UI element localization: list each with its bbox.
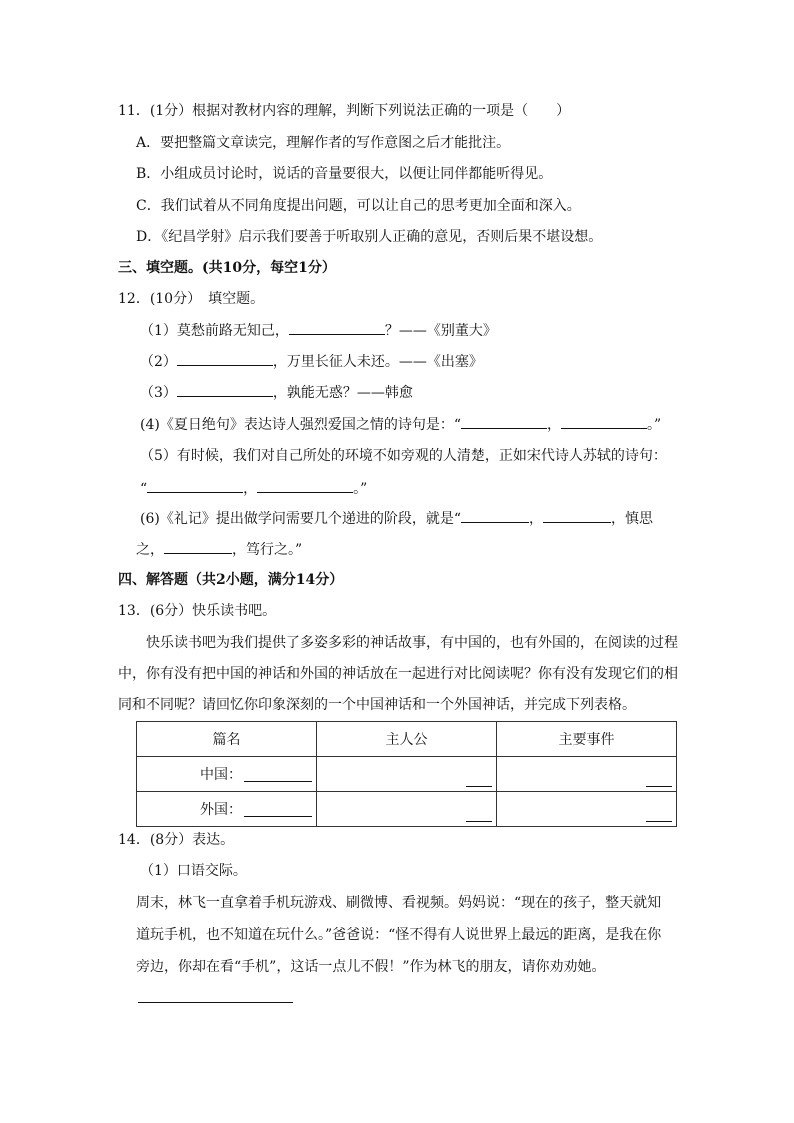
q13-para-line-1: 快乐读书吧为我们提供了多姿多彩的神话故事，有中国的，也有外国的，在阅读的过程 [146, 635, 678, 651]
q12-item-2 [140, 351, 483, 372]
q12-item-6-prefix: (6)《礼记》提出做学问需要几个递进的阶段，就是“ [140, 511, 461, 527]
q14-para-line-1: 周末，林飞一直拿着手机玩游戏、刷微博、看视频。妈妈说：“现在的孩子，整天就知 [136, 895, 662, 911]
table-header-row [137, 722, 677, 757]
q12-item-4-mid: ， [547, 417, 561, 433]
q12-item-3 [140, 382, 413, 403]
q14-para-line-3: 旁边，你却在看“手机”，这话一点儿不假！”作为林飞的朋友，请你劝劝她。 [136, 959, 606, 975]
q12-item-5-line-1: （5）有时候，我们对自己所处的环境不如旁观的人清楚，正如宋代诗人苏轼的诗句： [140, 448, 667, 464]
q12-item-1-blank[interactable] [289, 320, 385, 335]
q12-item-5-blank-2[interactable] [257, 478, 353, 493]
q13-para-line-2: 中，你有没有把中国的神话和外国的神话放在一起进行对比阅读呢？你有没有发现它们的相 [118, 666, 678, 682]
q12-item-5-prefix: “ [140, 481, 148, 497]
q11-stem: 11．(1分）根据对教材内容的理解，判断下列说法正确的一项是（ ） [118, 103, 571, 119]
row-label-foreign: 外国： [200, 802, 242, 818]
q12-item-6-line-2 [136, 539, 302, 560]
table-header-events: 主要事件 [497, 722, 677, 757]
q12-item-6-blank-2[interactable] [543, 508, 611, 523]
table-header-protagonist: 主人公 [317, 722, 497, 757]
q11-option-b: B．小组成员讨论时，说话的音量要很大，以便让同伴都能听得见。 [136, 166, 553, 182]
q12-item-4-blank-1[interactable] [461, 414, 547, 429]
q14-answer-line[interactable] [138, 1002, 293, 1003]
q12-item-2-blank[interactable] [177, 351, 273, 366]
q12-item-6-blank-1[interactable] [461, 508, 529, 523]
section-4-title: 四、解答题（共2小题，满分14分） [118, 572, 344, 588]
row-label-china: 中国： [200, 767, 242, 783]
foreign-protagonist-blank[interactable] [466, 807, 492, 822]
q12-item-3-blank[interactable] [177, 382, 273, 397]
q11-option-a: A．要把整篇文章读完，理解作者的写作意图之后才能批注。 [136, 135, 511, 151]
foreign-events-blank[interactable] [646, 807, 672, 822]
china-events-blank[interactable] [646, 772, 672, 787]
q12-item-4 [140, 414, 661, 435]
q12-item-6-mid: ， [529, 511, 543, 527]
table-header-title: 篇名 [137, 722, 317, 757]
q12-item-6-line2-prefix: 之， [136, 542, 164, 558]
china-protagonist-blank[interactable] [466, 772, 492, 787]
q12-stem: 12．(10分） 填空题。 [118, 291, 265, 307]
q12-item-4-suffix: 。” [647, 417, 662, 433]
q12-item-5-blank-1[interactable] [147, 478, 243, 493]
q12-item-1-suffix: ？——《别董大》 [384, 323, 497, 339]
q11-option-c: C．我们试着从不同角度提出问题，可以让自己的思考更加全面和深入。 [136, 198, 581, 214]
q12-item-4-blank-2[interactable] [561, 414, 647, 429]
q14-stem: 14．(8分）表达。 [118, 832, 235, 848]
section-3-title: 三、填空题。(共10分，每空1分） [118, 260, 336, 276]
q12-item-1 [140, 320, 497, 341]
table-cell-events-foreign[interactable] [497, 792, 677, 827]
q12-item-2-prefix: （2） [140, 354, 177, 370]
table-cell-title-foreign [137, 792, 317, 827]
q13-table [136, 721, 677, 827]
table-cell-protagonist-foreign[interactable] [317, 792, 497, 827]
q12-item-2-suffix: ，万里长征人未还。——《出塞》 [272, 354, 483, 370]
china-title-blank[interactable] [244, 767, 312, 782]
q12-item-6-line-1 [140, 508, 653, 529]
q12-item-5-mid: ， [243, 481, 258, 497]
q12-item-1-prefix: （1）莫愁前路无知己， [140, 323, 289, 339]
table-cell-events-china[interactable] [497, 757, 677, 792]
q12-item-5-suffix: 。” [353, 481, 368, 497]
q12-item-3-prefix: （3） [140, 385, 177, 401]
table-cell-title-china [137, 757, 317, 792]
q12-item-5-line-2 [140, 478, 367, 499]
q12-item-4-prefix: (4)《夏日绝句》表达诗人强烈爱国之情的诗句是：“ [140, 417, 461, 433]
q14-sub-1: （1）口语交际。 [140, 863, 247, 879]
q13-para-line-3: 同和不同呢？请回忆你印象深刻的一个中国神话和一个外国神话，并完成下列表格。 [118, 697, 636, 713]
q13-stem: 13．(6分）快乐读书吧。 [118, 603, 277, 619]
table-row [137, 792, 677, 827]
q12-item-6-blank-3[interactable] [164, 539, 232, 554]
table-row [137, 757, 677, 792]
foreign-title-blank[interactable] [244, 802, 312, 817]
q14-para-line-2: 道玩手机，也不知道在玩什么。”爸爸说：“怪不得有人说世界上最远的距离，是我在你 [136, 927, 662, 943]
q12-item-6-suffix: ，慎思 [611, 511, 653, 527]
q12-item-3-suffix: ，孰能无惑？——韩愈 [272, 385, 413, 401]
table-cell-protagonist-china[interactable] [317, 757, 497, 792]
q11-option-d: D．《纪昌学射》启示我们要善于听取别人正确的意见，否则后果不堪设想。 [136, 229, 603, 245]
q12-item-6-line2-suffix: ，笃行之。” [232, 542, 303, 558]
